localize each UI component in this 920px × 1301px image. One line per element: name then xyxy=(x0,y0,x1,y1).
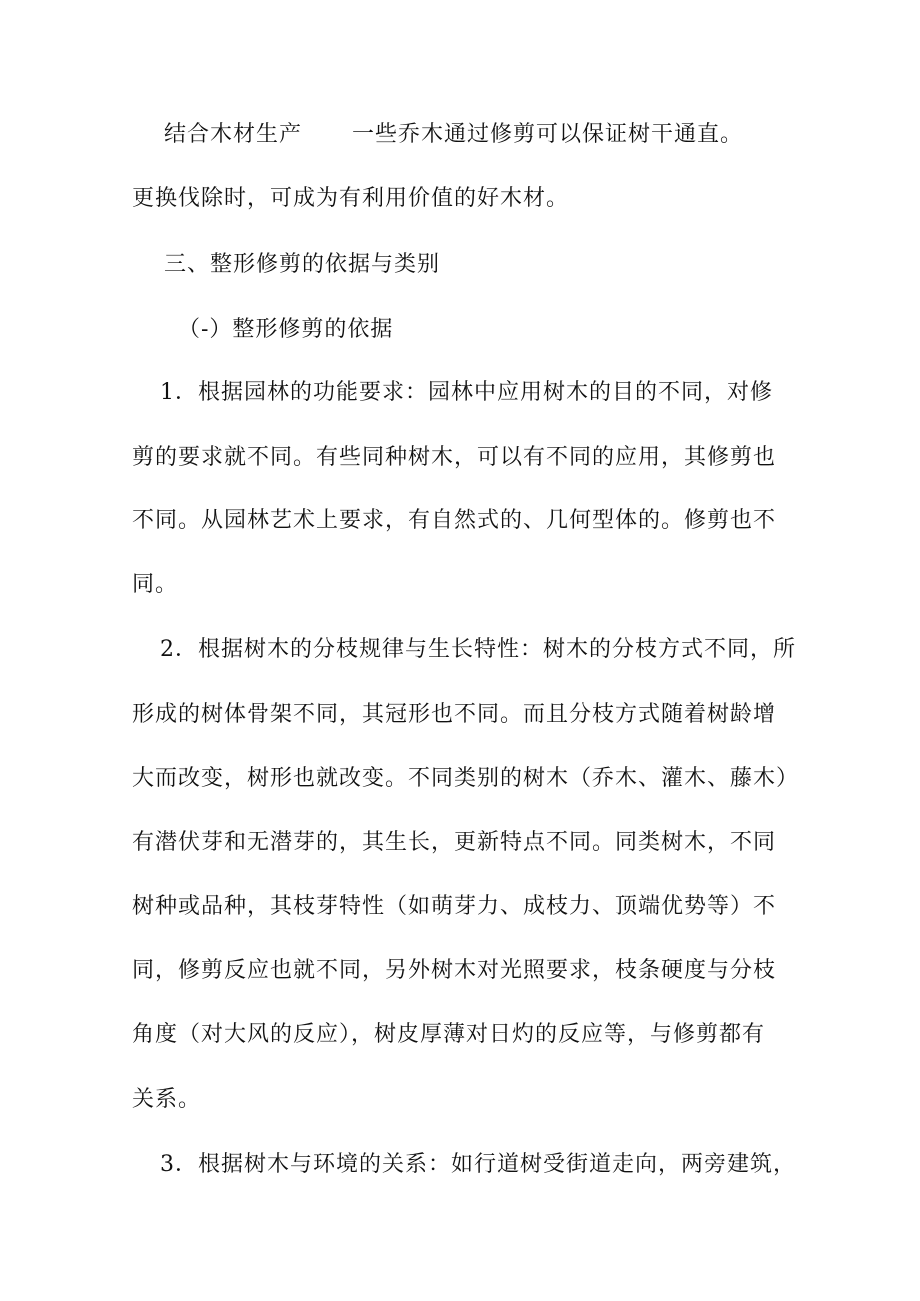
paragraph-line: 更换伐除时，可成为有利用价值的好木材。 xyxy=(132,186,570,211)
paragraph-line xyxy=(164,120,743,150)
paragraph-line: 关系。 xyxy=(132,1087,202,1112)
paragraph-line: 同。 xyxy=(132,572,179,597)
sub-heading: （-）整形修剪的依据 xyxy=(178,317,394,342)
paragraph-line: 2．根据树木的分枝规律与生长特性：树木的分枝方式不同，所 xyxy=(160,637,796,662)
text-span: 一些乔木通过修剪可以保证树干通直。 xyxy=(352,122,744,147)
paragraph-line: 形成的树体骨架不同，其冠形也不同。而且分枝方式随着树龄增 xyxy=(132,702,777,727)
paragraph-line: 不同。从园林艺术上要求，有自然式的、几何型体的。修剪也不 xyxy=(132,508,777,533)
paragraph-line: 同，修剪反应也就不同，另外树木对光照要求，枝条硬度与分枝 xyxy=(132,958,777,983)
section-heading: 三、整形修剪的依据与类别 xyxy=(164,252,441,277)
paragraph-line: 树种或品种，其枝芽特性（如萌芽力、成枝力、顶端优势等）不 xyxy=(132,894,777,919)
text-span: 结合木材生产 xyxy=(164,122,303,147)
paragraph-line: 大而改变，树形也就改变。不同类别的树木（乔木、灌木、藤木） xyxy=(132,766,800,791)
paragraph-line: 1．根据园林的功能要求：园林中应用树木的目的不同，对修 xyxy=(160,380,773,405)
paragraph-line: 3．根据树木与环境的关系：如行道树受街道走向，两旁建筑， xyxy=(160,1152,796,1177)
paragraph-line: 有潜伏芽和无潜芽的，其生长，更新特点不同。同类树木，不同 xyxy=(132,830,777,855)
paragraph-line: 剪的要求就不同。有些同种树木，可以有不同的应用，其修剪也 xyxy=(132,445,777,470)
paragraph-line: 角度（对大风的反应），树皮厚薄对日灼的反应等，与修剪都有 xyxy=(132,1022,766,1047)
